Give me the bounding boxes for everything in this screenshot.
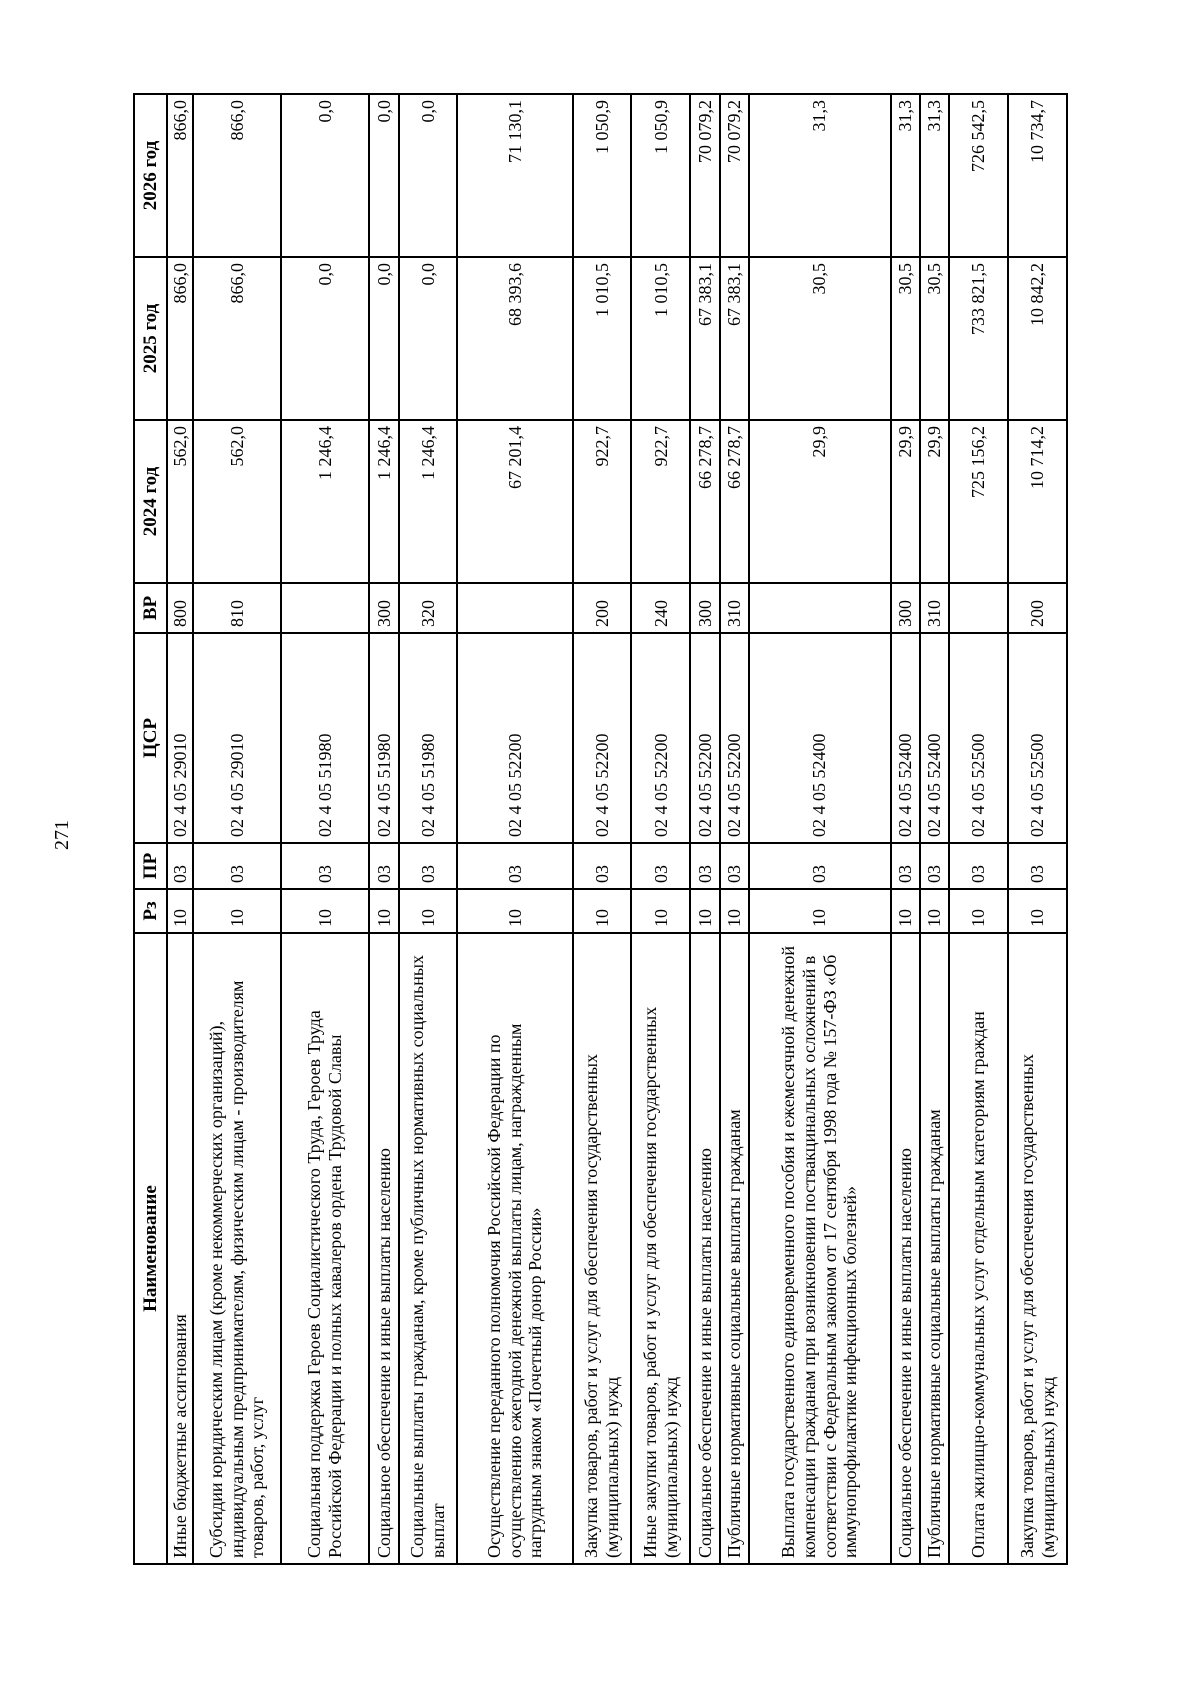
- header-2025: 2025 год: [134, 257, 167, 420]
- page-number: 271: [51, 820, 73, 850]
- cell-rz: 10: [399, 889, 458, 933]
- cell-rz: 10: [949, 889, 1008, 933]
- table-row: [167, 94, 193, 1564]
- header-2026: 2026 год: [134, 94, 167, 257]
- header-csr: ЦСР: [134, 633, 167, 843]
- table-row: [949, 94, 1008, 1564]
- table-row: [720, 94, 749, 1564]
- cell-rz: 10: [167, 889, 193, 933]
- header-vr: ВР: [134, 583, 167, 633]
- cell-name: Социальная поддержка Героев Социалистического Труда, Героев Труда Российской Федерации и полных кавалеров ордена Трудовой Славы: [281, 933, 369, 1564]
- cell-2024: 66 278,7: [720, 420, 749, 583]
- cell-vr: [457, 583, 572, 633]
- cell-name: Закупка товаров, работ и услуг для обеспечения государственных (муниципальных) нужд: [1008, 933, 1067, 1564]
- table-row: [631, 94, 690, 1564]
- cell-2026: 726 542,5: [949, 94, 1008, 257]
- table-row: [920, 94, 949, 1564]
- cell-csr: 02 4 05 52500: [949, 633, 1008, 843]
- cell-2026: 0,0: [369, 94, 398, 257]
- cell-2024: 1 246,4: [399, 420, 458, 583]
- cell-rz: 10: [631, 889, 690, 933]
- cell-2025: 866,0: [167, 257, 193, 420]
- cell-vr: 300: [369, 583, 398, 633]
- cell-csr: 02 4 05 51980: [281, 633, 369, 843]
- cell-name: Оплата жилищно-коммунальных услуг отдельным категориям граждан: [949, 933, 1008, 1564]
- cell-2026: 31,3: [920, 94, 949, 257]
- cell-2025: 67 383,1: [720, 257, 749, 420]
- cell-name: Закупка товаров, работ и услуг для обеспечения государственных (муниципальных) нужд: [573, 933, 632, 1564]
- cell-2024: 922,7: [573, 420, 632, 583]
- cell-pr: 03: [631, 843, 690, 889]
- cell-pr: 03: [749, 843, 891, 889]
- cell-csr: 02 4 05 52200: [690, 633, 719, 843]
- header-2024: 2024 год: [134, 420, 167, 583]
- cell-csr: 02 4 05 52500: [1008, 633, 1067, 843]
- table-row: [457, 94, 572, 1564]
- header-pr: ПР: [134, 843, 167, 889]
- cell-pr: 03: [690, 843, 719, 889]
- cell-2026: 1 050,9: [573, 94, 632, 257]
- cell-name: Выплата государственного единовременного пособия и ежемесячной денежной компенсации гражданам при возникновении поствакцинальных осложнений в соответствии с Федеральным законом от 17 сентября 1998 года № 157-ФЗ «Об иммунопрофилактике инфекционных болезней»: [749, 933, 891, 1564]
- cell-vr: [949, 583, 1008, 633]
- cell-rz: 10: [920, 889, 949, 933]
- cell-vr: [281, 583, 369, 633]
- cell-vr: 320: [399, 583, 458, 633]
- cell-name: Субсидии юридическим лицам (кроме некоммерческих организаций), индивидуальным предпринимателям, физическим лицам - производителям товаров, работ, услуг: [193, 933, 281, 1564]
- table-row: [193, 94, 281, 1564]
- cell-name: Социальное обеспечение и иные выплаты населению: [891, 933, 920, 1564]
- cell-2025: 866,0: [193, 257, 281, 420]
- cell-2026: 866,0: [193, 94, 281, 257]
- table-row: [399, 94, 458, 1564]
- cell-rz: 10: [720, 889, 749, 933]
- cell-csr: 02 4 05 29010: [167, 633, 193, 843]
- cell-pr: 03: [167, 843, 193, 889]
- table-row: [1008, 94, 1067, 1564]
- cell-2025: 1 010,5: [631, 257, 690, 420]
- cell-2025: 30,5: [891, 257, 920, 420]
- cell-pr: 03: [891, 843, 920, 889]
- cell-vr: 200: [573, 583, 632, 633]
- cell-2024: 67 201,4: [457, 420, 572, 583]
- cell-pr: 03: [281, 843, 369, 889]
- cell-2026: 10 734,7: [1008, 94, 1067, 257]
- cell-2026: 31,3: [891, 94, 920, 257]
- cell-2026: 31,3: [749, 94, 891, 257]
- cell-rz: 10: [690, 889, 719, 933]
- cell-rz: 10: [573, 889, 632, 933]
- cell-2025: 30,5: [749, 257, 891, 420]
- cell-pr: 03: [399, 843, 458, 889]
- cell-vr: 300: [891, 583, 920, 633]
- cell-csr: 02 4 05 52400: [891, 633, 920, 843]
- cell-name: Социальное обеспечение и иные выплаты населению: [690, 933, 719, 1564]
- cell-csr: 02 4 05 29010: [193, 633, 281, 843]
- cell-rz: 10: [891, 889, 920, 933]
- cell-pr: 03: [1008, 843, 1067, 889]
- cell-vr: 310: [720, 583, 749, 633]
- cell-rz: 10: [1008, 889, 1067, 933]
- cell-csr: 02 4 05 52200: [631, 633, 690, 843]
- cell-name: Осуществление переданного полномочия Российской Федерации по осуществлению ежегодной денежной выплаты лицам, награжденным нагрудным знаком «Почетный донор России»: [457, 933, 572, 1564]
- cell-pr: 03: [949, 843, 1008, 889]
- cell-2026: 1 050,9: [631, 94, 690, 257]
- cell-2024: 29,9: [891, 420, 920, 583]
- cell-vr: [749, 583, 891, 633]
- cell-2025: 68 393,6: [457, 257, 572, 420]
- cell-2026: 866,0: [167, 94, 193, 257]
- cell-csr: 02 4 05 51980: [369, 633, 398, 843]
- cell-2024: 29,9: [749, 420, 891, 583]
- cell-2024: 10 714,2: [1008, 420, 1067, 583]
- cell-2025: 0,0: [281, 257, 369, 420]
- cell-2024: 66 278,7: [690, 420, 719, 583]
- cell-2026: 70 079,2: [720, 94, 749, 257]
- cell-2025: 67 383,1: [690, 257, 719, 420]
- cell-rz: 10: [369, 889, 398, 933]
- table-header-row: [134, 94, 167, 1564]
- cell-2025: 30,5: [920, 257, 949, 420]
- cell-2024: 1 246,4: [281, 420, 369, 583]
- cell-pr: 03: [720, 843, 749, 889]
- table-row: [573, 94, 632, 1564]
- cell-vr: 310: [920, 583, 949, 633]
- cell-vr: 200: [1008, 583, 1067, 633]
- cell-2025: 0,0: [369, 257, 398, 420]
- cell-csr: 02 4 05 52400: [749, 633, 891, 843]
- cell-pr: 03: [920, 843, 949, 889]
- cell-2026: 71 130,1: [457, 94, 572, 257]
- cell-rz: 10: [749, 889, 891, 933]
- header-name: Наименование: [134, 933, 167, 1564]
- cell-pr: 03: [193, 843, 281, 889]
- cell-vr: 240: [631, 583, 690, 633]
- budget-table: [133, 93, 1068, 1565]
- header-rz: Рз: [134, 889, 167, 933]
- cell-pr: 03: [573, 843, 632, 889]
- cell-2026: 0,0: [399, 94, 458, 257]
- cell-2024: 1 246,4: [369, 420, 398, 583]
- cell-pr: 03: [369, 843, 398, 889]
- cell-2024: 562,0: [167, 420, 193, 583]
- cell-name: Публичные нормативные социальные выплаты гражданам: [920, 933, 949, 1564]
- cell-csr: 02 4 05 52400: [920, 633, 949, 843]
- cell-vr: 800: [167, 583, 193, 633]
- cell-2024: 922,7: [631, 420, 690, 583]
- cell-2024: 29,9: [920, 420, 949, 583]
- cell-csr: 02 4 05 52200: [457, 633, 572, 843]
- cell-vr: 810: [193, 583, 281, 633]
- table-row: [369, 94, 398, 1564]
- cell-csr: 02 4 05 51980: [399, 633, 458, 843]
- table-row: [281, 94, 369, 1564]
- cell-rz: 10: [457, 889, 572, 933]
- cell-2026: 70 079,2: [690, 94, 719, 257]
- cell-pr: 03: [457, 843, 572, 889]
- cell-2025: 10 842,2: [1008, 257, 1067, 420]
- cell-2025: 0,0: [399, 257, 458, 420]
- cell-name: Социальные выплаты гражданам, кроме публичных нормативных социальных выплат: [399, 933, 458, 1564]
- cell-2025: 733 821,5: [949, 257, 1008, 420]
- cell-2024: 725 156,2: [949, 420, 1008, 583]
- table-row: [690, 94, 719, 1564]
- cell-rz: 10: [281, 889, 369, 933]
- cell-name: Публичные нормативные социальные выплаты гражданам: [720, 933, 749, 1564]
- cell-csr: 02 4 05 52200: [573, 633, 632, 843]
- cell-2025: 1 010,5: [573, 257, 632, 420]
- cell-csr: 02 4 05 52200: [720, 633, 749, 843]
- cell-name: Иные закупки товаров, работ и услуг для обеспечения государственных (муниципальных) нужд: [631, 933, 690, 1564]
- table-row: [891, 94, 920, 1564]
- rotated-table-container: [133, 95, 1068, 1565]
- cell-name: Иные бюджетные ассигнования: [167, 933, 193, 1564]
- cell-2024: 562,0: [193, 420, 281, 583]
- table-row: [749, 94, 891, 1564]
- cell-name: Социальное обеспечение и иные выплаты населению: [369, 933, 398, 1564]
- cell-vr: 300: [690, 583, 719, 633]
- cell-2026: 0,0: [281, 94, 369, 257]
- cell-rz: 10: [193, 889, 281, 933]
